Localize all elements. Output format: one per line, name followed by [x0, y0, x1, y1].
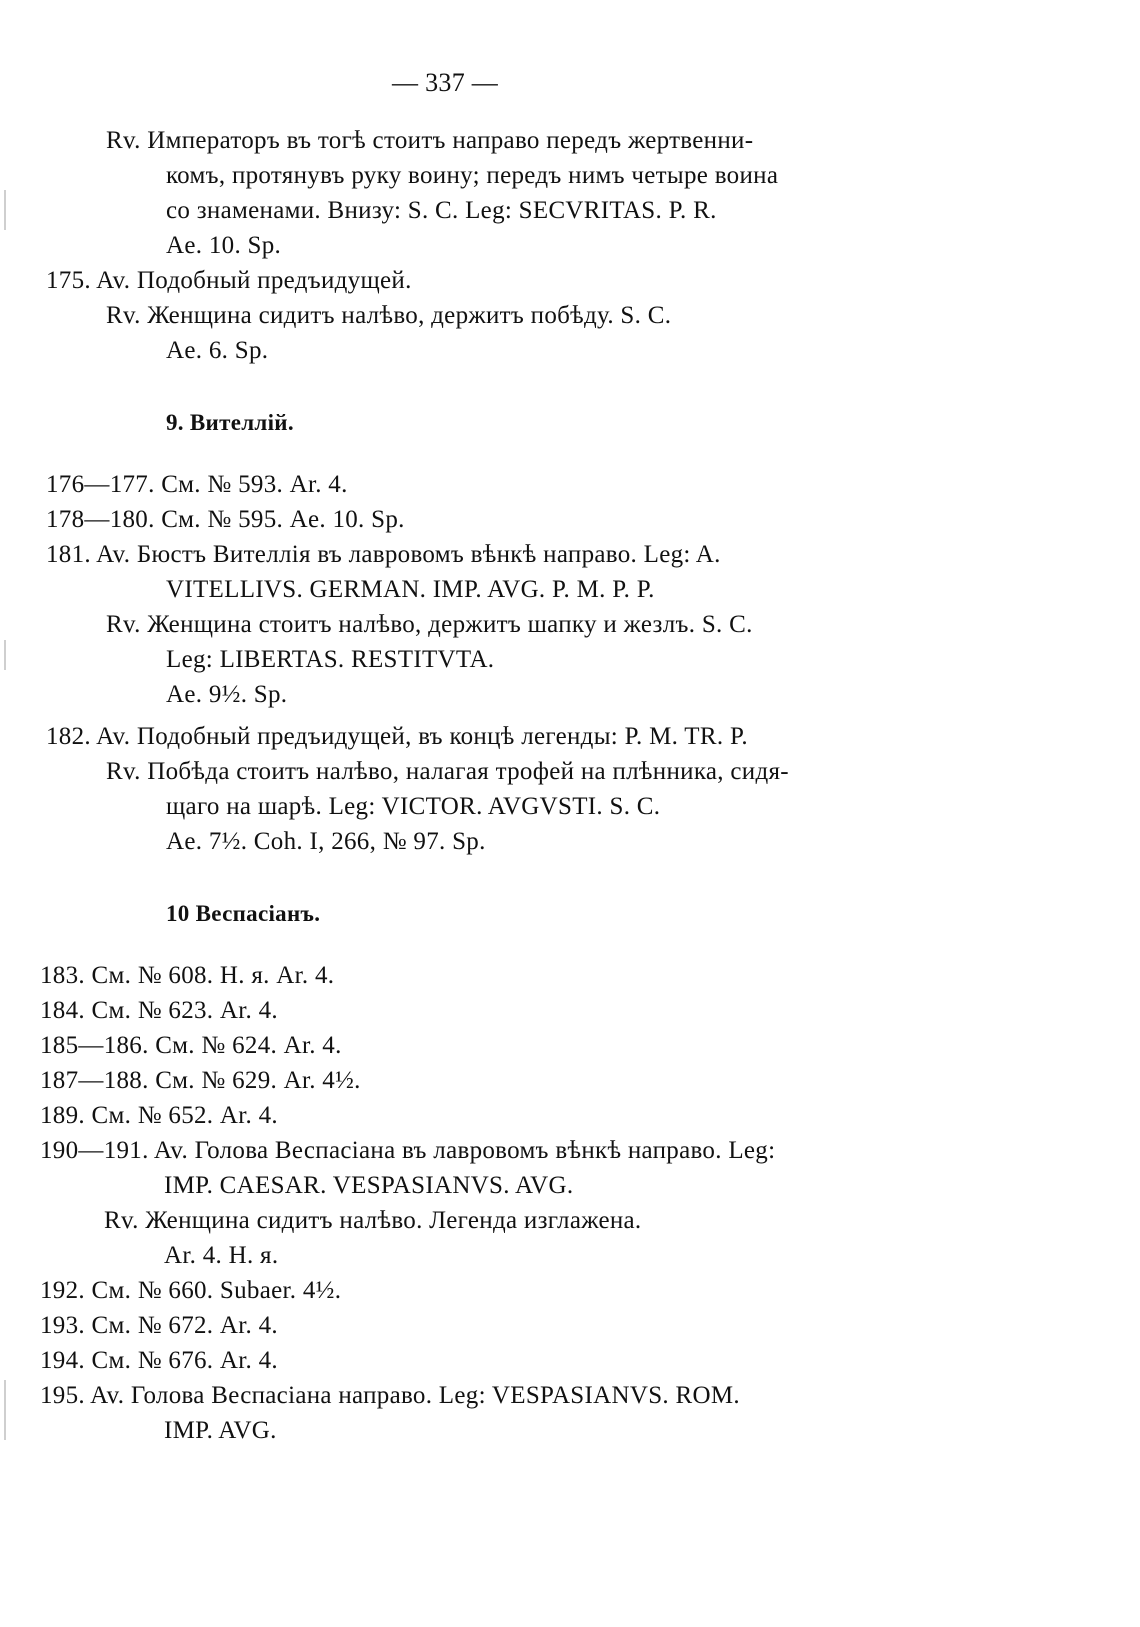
text-line: Ae. 6. Sp.: [166, 337, 269, 364]
scan-edge-mark: [4, 190, 6, 230]
text-line: щаго на шарѣ. Leg: VICTOR. AVGVSTI. S. C.: [166, 793, 661, 820]
catalog-entry: 176—177. См. № 593. Ar. 4.: [46, 471, 348, 498]
catalog-entry: 189. См. № 652. Ar. 4.: [40, 1102, 278, 1129]
text-line: Rv. Побѣда стоитъ налѣво, налагая трофей на плѣнника, сидя-: [106, 758, 789, 785]
catalog-entry: 187—188. См. № 629. Ar. 4½.: [40, 1067, 361, 1094]
text-line: Rv. Женщина стоитъ налѣво, держитъ шапку и жезлъ. S. C.: [106, 611, 753, 638]
text-line: IMP. AVG.: [164, 1417, 277, 1444]
text-line: со знаменами. Внизу: S. C. Leg: SECVRITAS. P. R.: [166, 197, 717, 224]
catalog-entry: 195. Av. Голова Веспасіана направо. Leg: VESPASIANVS. ROM.: [40, 1382, 740, 1409]
text-line: VITELLIVS. GERMAN. IMP. AVG. P. M. P. P.: [166, 576, 655, 603]
scan-edge-mark: [4, 640, 6, 670]
text-line: комъ, протянувъ руку воину; передъ нимъ четыре воина: [166, 162, 779, 189]
catalog-entry: 181. Av. Бюстъ Вителлія въ лавровомъ вѣнкѣ направо. Leg: A.: [46, 541, 721, 568]
text-line: Ae. 7½. Coh. I, 266, № 97. Sp.: [166, 828, 486, 855]
section-heading: 10 Веспасіанъ.: [166, 901, 321, 926]
catalog-entry: 193. См. № 672. Ar. 4.: [40, 1312, 278, 1339]
text-line: IMP. CAESAR. VESPASIANVS. AVG.: [164, 1172, 574, 1199]
catalog-entry: 185—186. См. № 624. Ar. 4.: [40, 1032, 342, 1059]
catalog-entry: 178—180. См. № 595. Ae. 10. Sp.: [46, 506, 405, 533]
text-line: Rv. Женщина сидитъ налѣво. Легенда изглажена.: [104, 1207, 642, 1234]
text-line: Leg: LIBERTAS. RESTITVTA.: [166, 646, 495, 673]
text-line: Ae. 9½. Sp.: [166, 681, 288, 708]
catalog-entry: 192. См. № 660. Subaer. 4½.: [40, 1277, 342, 1304]
text-line: Ar. 4. Н. я.: [164, 1242, 279, 1269]
catalog-entry: 184. См. № 623. Ar. 4.: [40, 997, 278, 1024]
scan-edge-mark: [4, 1380, 6, 1440]
page-number: — 337 —: [392, 68, 499, 97]
catalog-entry: 190—191. Av. Голова Веспасіана въ лавровомъ вѣнкѣ направо. Leg:: [40, 1137, 776, 1164]
text-line: Ae. 10. Sp.: [166, 232, 282, 259]
section-heading: 9. Вителлій.: [166, 410, 294, 435]
catalog-entry: 175. Av. Подобный предъидущей.: [46, 267, 412, 294]
catalog-entry: 183. См. № 608. Н. я. Ar. 4.: [40, 962, 335, 989]
catalog-entry: 182. Av. Подобный предъидущей, въ концѣ легенды: P. M. TR. P.: [46, 723, 748, 750]
catalog-entry: 194. См. № 676. Ar. 4.: [40, 1347, 278, 1374]
text-line: Rv. Женщина сидитъ налѣво, держитъ побѣду. S. C.: [106, 302, 672, 329]
text-line: Rv. Императоръ въ тогѣ стоитъ направо передъ жертвенни-: [106, 127, 754, 154]
